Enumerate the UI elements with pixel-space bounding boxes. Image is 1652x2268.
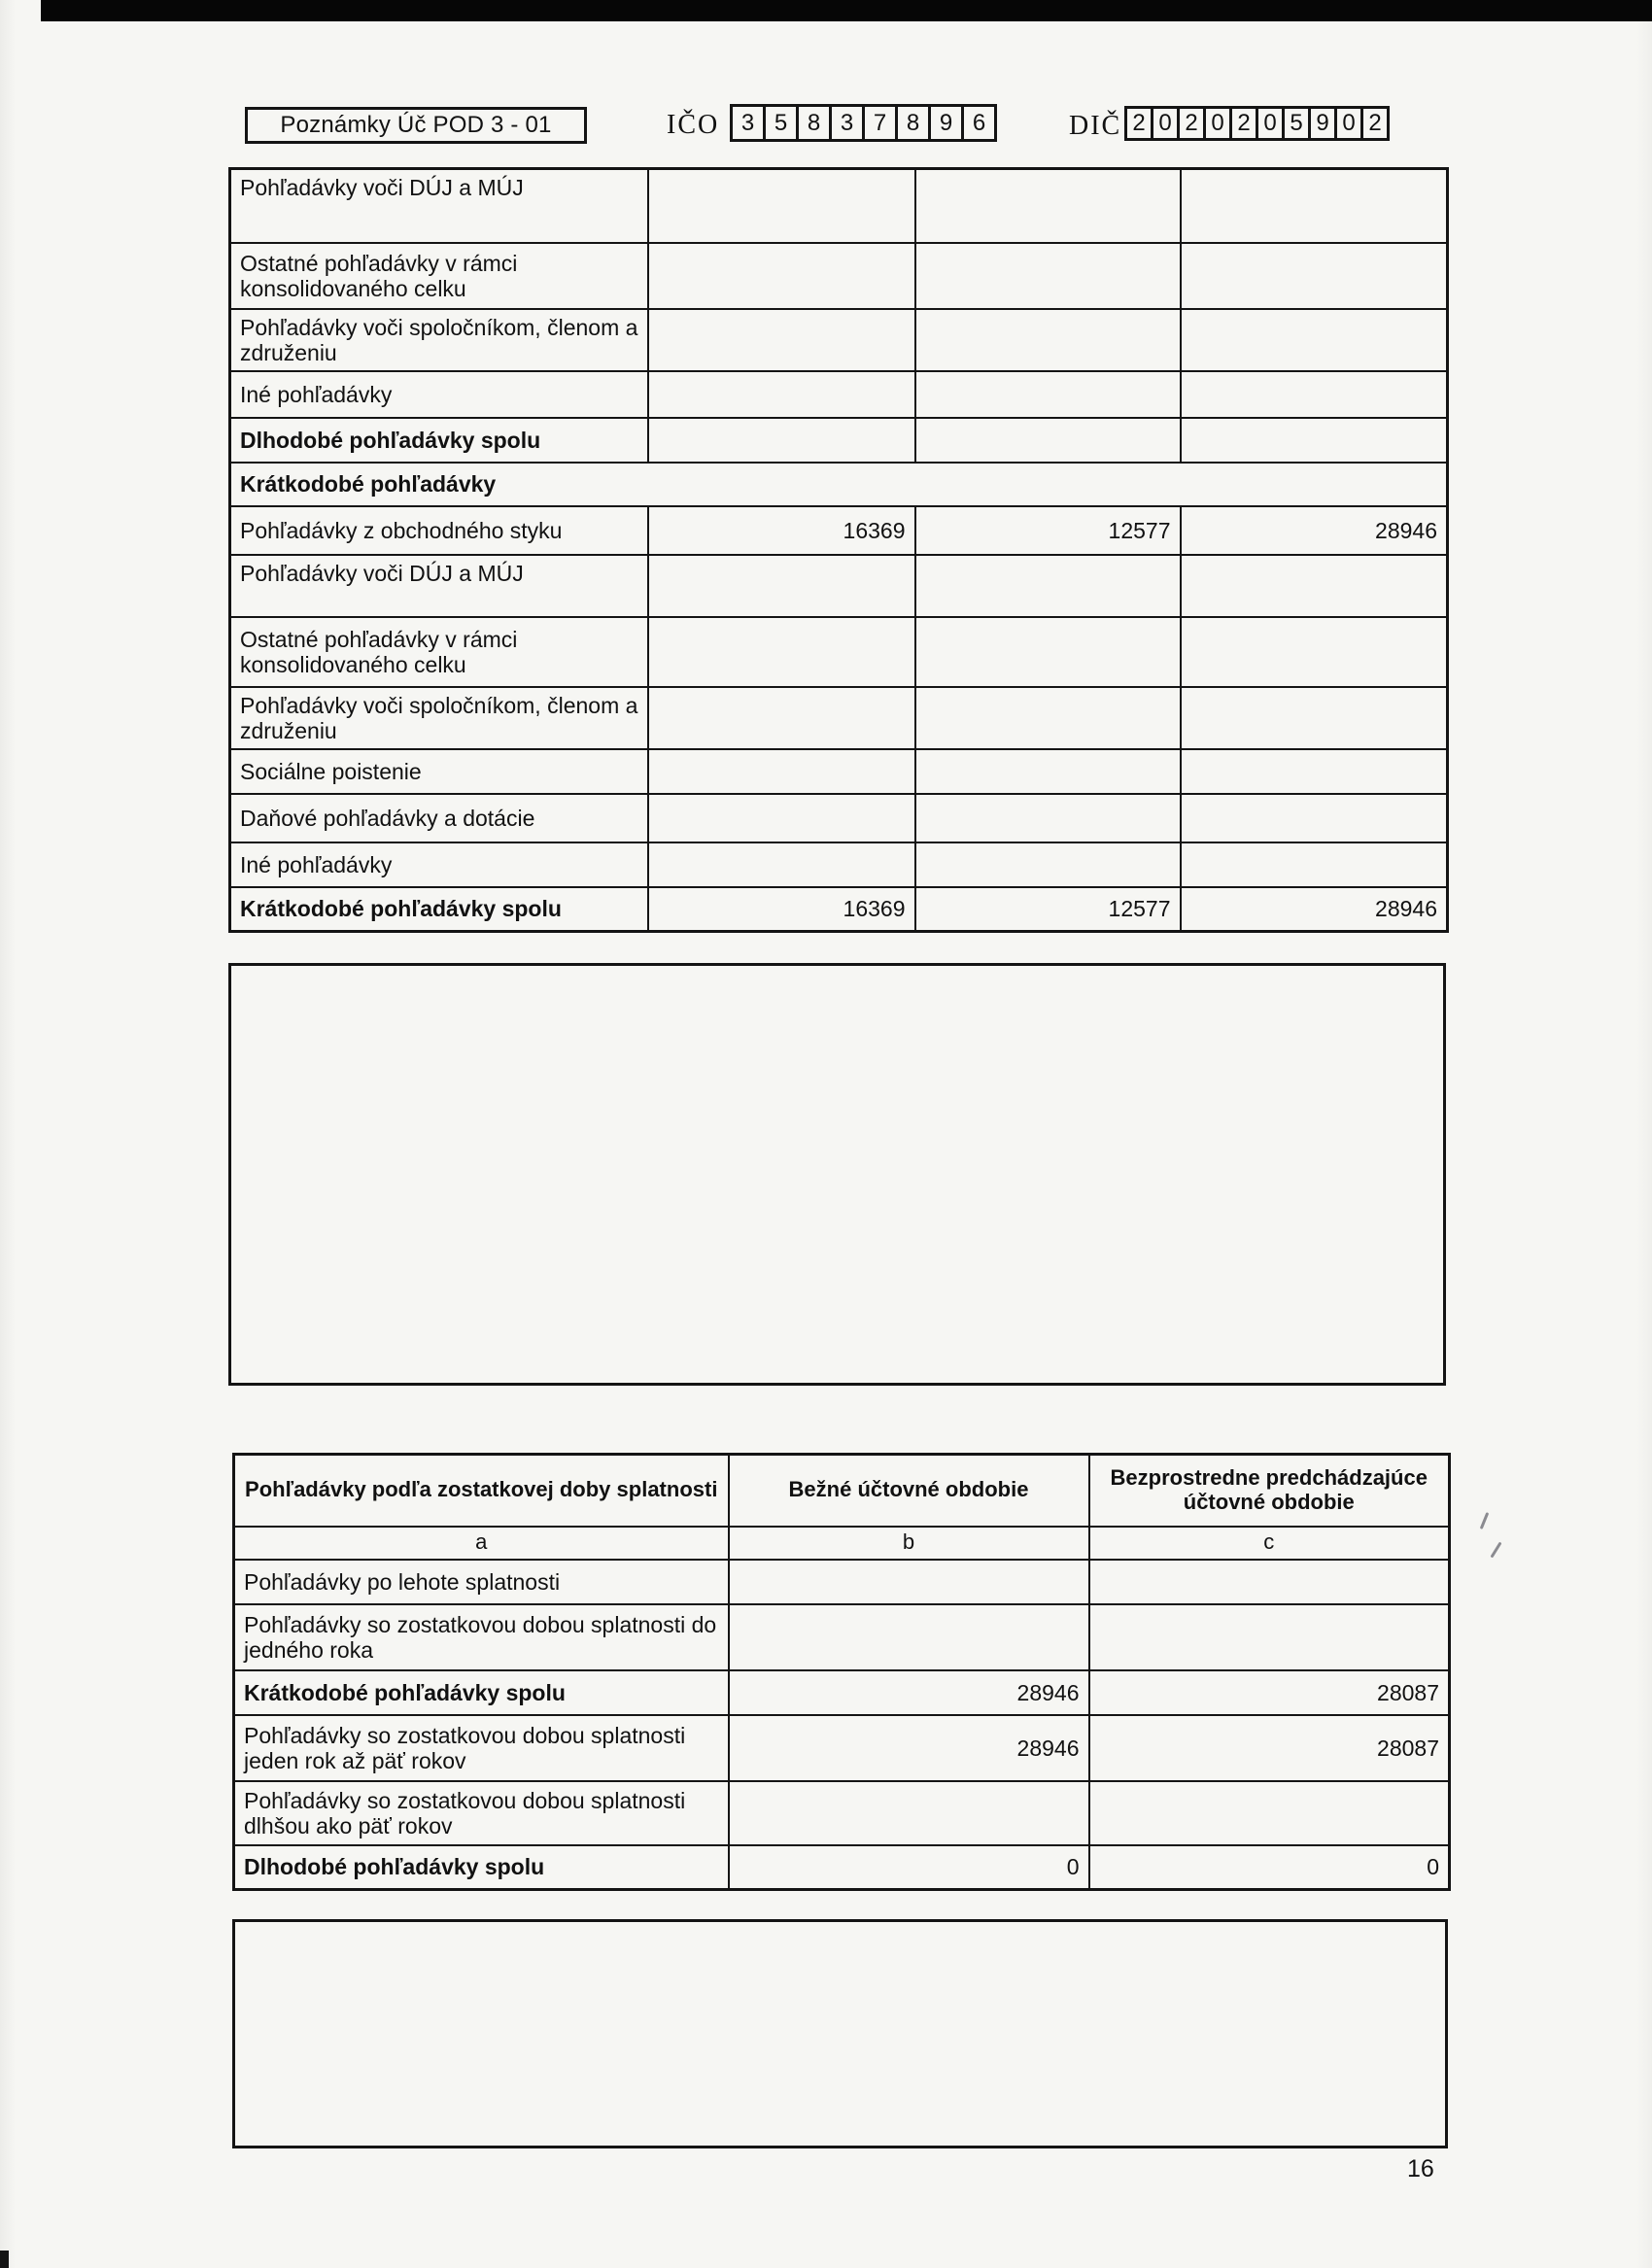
value-cell	[1181, 169, 1448, 243]
row-label: Pohľadávky z obchodného styku	[230, 506, 648, 555]
row-label: Dlhodobé pohľadávky spolu	[230, 418, 648, 463]
value-cell	[648, 555, 915, 617]
value-cell	[1181, 749, 1448, 794]
table-row	[234, 1560, 1450, 1604]
value-cell: 28946	[729, 1670, 1089, 1715]
value-cell: 28946	[1181, 506, 1448, 555]
col-letter-b: b	[729, 1527, 1089, 1560]
form-title-box	[245, 107, 587, 144]
digit-box: 2	[1177, 106, 1206, 141]
col-letter-a: a	[234, 1527, 729, 1560]
value-cell: 0	[1089, 1845, 1450, 1890]
table-row	[234, 1781, 1450, 1845]
row-label: Dlhodobé pohľadávky spolu	[234, 1845, 729, 1890]
scan-artifact-top-bar	[41, 0, 1652, 21]
value-cell	[915, 169, 1181, 243]
value-cell: 0	[729, 1845, 1089, 1890]
digit-box: 2	[1229, 106, 1258, 141]
row-label: Pohľadávky voči spoločníkom, členom a združeniu	[230, 687, 648, 749]
row-label: Ostatné pohľadávky v rámci konsolidovaného celku	[230, 243, 648, 309]
page-number: 16	[1407, 2155, 1434, 2182]
receivables-table	[228, 167, 1449, 933]
digit-box: 5	[763, 104, 799, 142]
row-label: Pohľadávky po lehote splatnosti	[234, 1560, 729, 1604]
value-cell	[915, 749, 1181, 794]
value-cell	[915, 794, 1181, 842]
value-cell	[648, 418, 915, 463]
value-cell	[1181, 243, 1448, 309]
row-label: Pohľadávky voči DÚJ a MÚJ	[230, 555, 648, 617]
row-label: Krátkodobé pohľadávky spolu	[234, 1670, 729, 1715]
notes-box-1	[228, 963, 1446, 1386]
value-cell	[915, 371, 1181, 418]
row-label: Krátkodobé pohľadávky	[230, 463, 1448, 506]
value-cell	[1089, 1604, 1450, 1670]
table-row	[230, 749, 1448, 794]
value-cell	[915, 243, 1181, 309]
value-cell: 28087	[1089, 1715, 1450, 1781]
table-row	[234, 1845, 1450, 1890]
dic-label: DIČ	[1069, 111, 1122, 141]
value-cell	[648, 371, 915, 418]
value-cell	[915, 617, 1181, 687]
value-cell: 28946	[729, 1715, 1089, 1781]
table-row	[230, 506, 1448, 555]
value-cell	[1181, 418, 1448, 463]
dic-digit-boxes	[1124, 106, 1390, 141]
value-cell	[648, 794, 915, 842]
value-cell	[648, 243, 915, 309]
value-cell	[915, 555, 1181, 617]
digit-box: 3	[829, 104, 865, 142]
row-label: Pohľadávky so zostatkovou dobou splatnosti jeden rok až päť rokov	[234, 1715, 729, 1781]
value-cell	[1181, 555, 1448, 617]
digit-box: 2	[1360, 106, 1390, 141]
table-row	[230, 371, 1448, 418]
row-label: Daňové pohľadávky a dotácie	[230, 794, 648, 842]
value-cell: 12577	[915, 506, 1181, 555]
table-row	[234, 1604, 1450, 1670]
digit-box: 8	[895, 104, 931, 142]
digit-box: 7	[862, 104, 898, 142]
table-row	[230, 794, 1448, 842]
digit-box: 8	[796, 104, 832, 142]
value-cell	[1181, 687, 1448, 749]
table-row	[230, 463, 1448, 506]
ico-label: IČO	[667, 110, 720, 140]
value-cell	[1181, 309, 1448, 371]
value-cell	[1089, 1781, 1450, 1845]
value-cell: 16369	[648, 887, 915, 932]
value-cell: 12577	[915, 887, 1181, 932]
value-cell	[648, 687, 915, 749]
pen-mark	[1480, 1512, 1490, 1529]
value-cell	[648, 842, 915, 887]
table-row	[230, 418, 1448, 463]
maturity-table-body	[234, 1455, 1450, 1890]
table-row	[230, 842, 1448, 887]
table-row	[230, 169, 1448, 243]
row-label: Pohľadávky voči DÚJ a MÚJ	[230, 169, 648, 243]
table-row	[230, 617, 1448, 687]
scan-artifact-edge-mark	[0, 2251, 9, 2268]
value-cell	[915, 418, 1181, 463]
maturity-subheader-row	[234, 1527, 1450, 1560]
row-label: Sociálne poistenie	[230, 749, 648, 794]
value-cell	[915, 687, 1181, 749]
row-label: Ostatné pohľadávky v rámci konsolidovaného celku	[230, 617, 648, 687]
digit-box: 0	[1334, 106, 1363, 141]
digit-box: 6	[961, 104, 997, 142]
digit-box: 9	[1308, 106, 1337, 141]
col-letter-c: c	[1089, 1527, 1450, 1560]
maturity-header-row	[234, 1455, 1450, 1527]
value-cell	[729, 1560, 1089, 1604]
value-cell: 28946	[1181, 887, 1448, 932]
maturity-header-c: Bezprostredne predchádzajúce účtovné obdobie	[1089, 1455, 1450, 1527]
digit-box: 0	[1203, 106, 1232, 141]
value-cell	[1181, 842, 1448, 887]
table-row	[234, 1670, 1450, 1715]
value-cell	[648, 309, 915, 371]
value-cell: 28087	[1089, 1670, 1450, 1715]
digit-box: 5	[1282, 106, 1311, 141]
value-cell	[648, 749, 915, 794]
table-row	[230, 555, 1448, 617]
value-cell	[1181, 794, 1448, 842]
digit-box: 2	[1124, 106, 1153, 141]
value-cell	[648, 617, 915, 687]
value-cell	[1181, 371, 1448, 418]
pen-mark	[1490, 1542, 1501, 1559]
row-label: Krátkodobé pohľadávky spolu	[230, 887, 648, 932]
maturity-header-b: Bežné účtovné obdobie	[729, 1455, 1089, 1527]
value-cell	[729, 1604, 1089, 1670]
value-cell	[648, 169, 915, 243]
digit-box: 0	[1256, 106, 1285, 141]
form-title: Poznámky Úč POD 3 - 01	[280, 112, 552, 138]
table-row	[230, 887, 1448, 932]
row-label: Pohľadávky so zostatkovou dobou splatnosti dlhšou ako päť rokov	[234, 1781, 729, 1845]
row-label: Iné pohľadávky	[230, 371, 648, 418]
table-row	[230, 243, 1448, 309]
digit-box: 3	[730, 104, 766, 142]
value-cell: 16369	[648, 506, 915, 555]
value-cell	[1089, 1560, 1450, 1604]
table-row	[234, 1715, 1450, 1781]
table-row	[230, 309, 1448, 371]
value-cell	[915, 309, 1181, 371]
maturity-table	[232, 1453, 1451, 1891]
row-label: Iné pohľadávky	[230, 842, 648, 887]
value-cell	[915, 842, 1181, 887]
notes-box-2	[232, 1919, 1448, 2148]
digit-box: 0	[1151, 106, 1180, 141]
value-cell	[729, 1781, 1089, 1845]
digit-box: 9	[928, 104, 964, 142]
receivables-table-body	[230, 169, 1448, 932]
value-cell	[1181, 617, 1448, 687]
row-label: Pohľadávky so zostatkovou dobou splatnosti do jedného roka	[234, 1604, 729, 1670]
table-row	[230, 687, 1448, 749]
ico-digit-boxes	[730, 104, 997, 142]
maturity-header-a: Pohľadávky podľa zostatkovej doby splatnosti	[234, 1455, 729, 1527]
row-label: Pohľadávky voči spoločníkom, členom a združeniu	[230, 309, 648, 371]
